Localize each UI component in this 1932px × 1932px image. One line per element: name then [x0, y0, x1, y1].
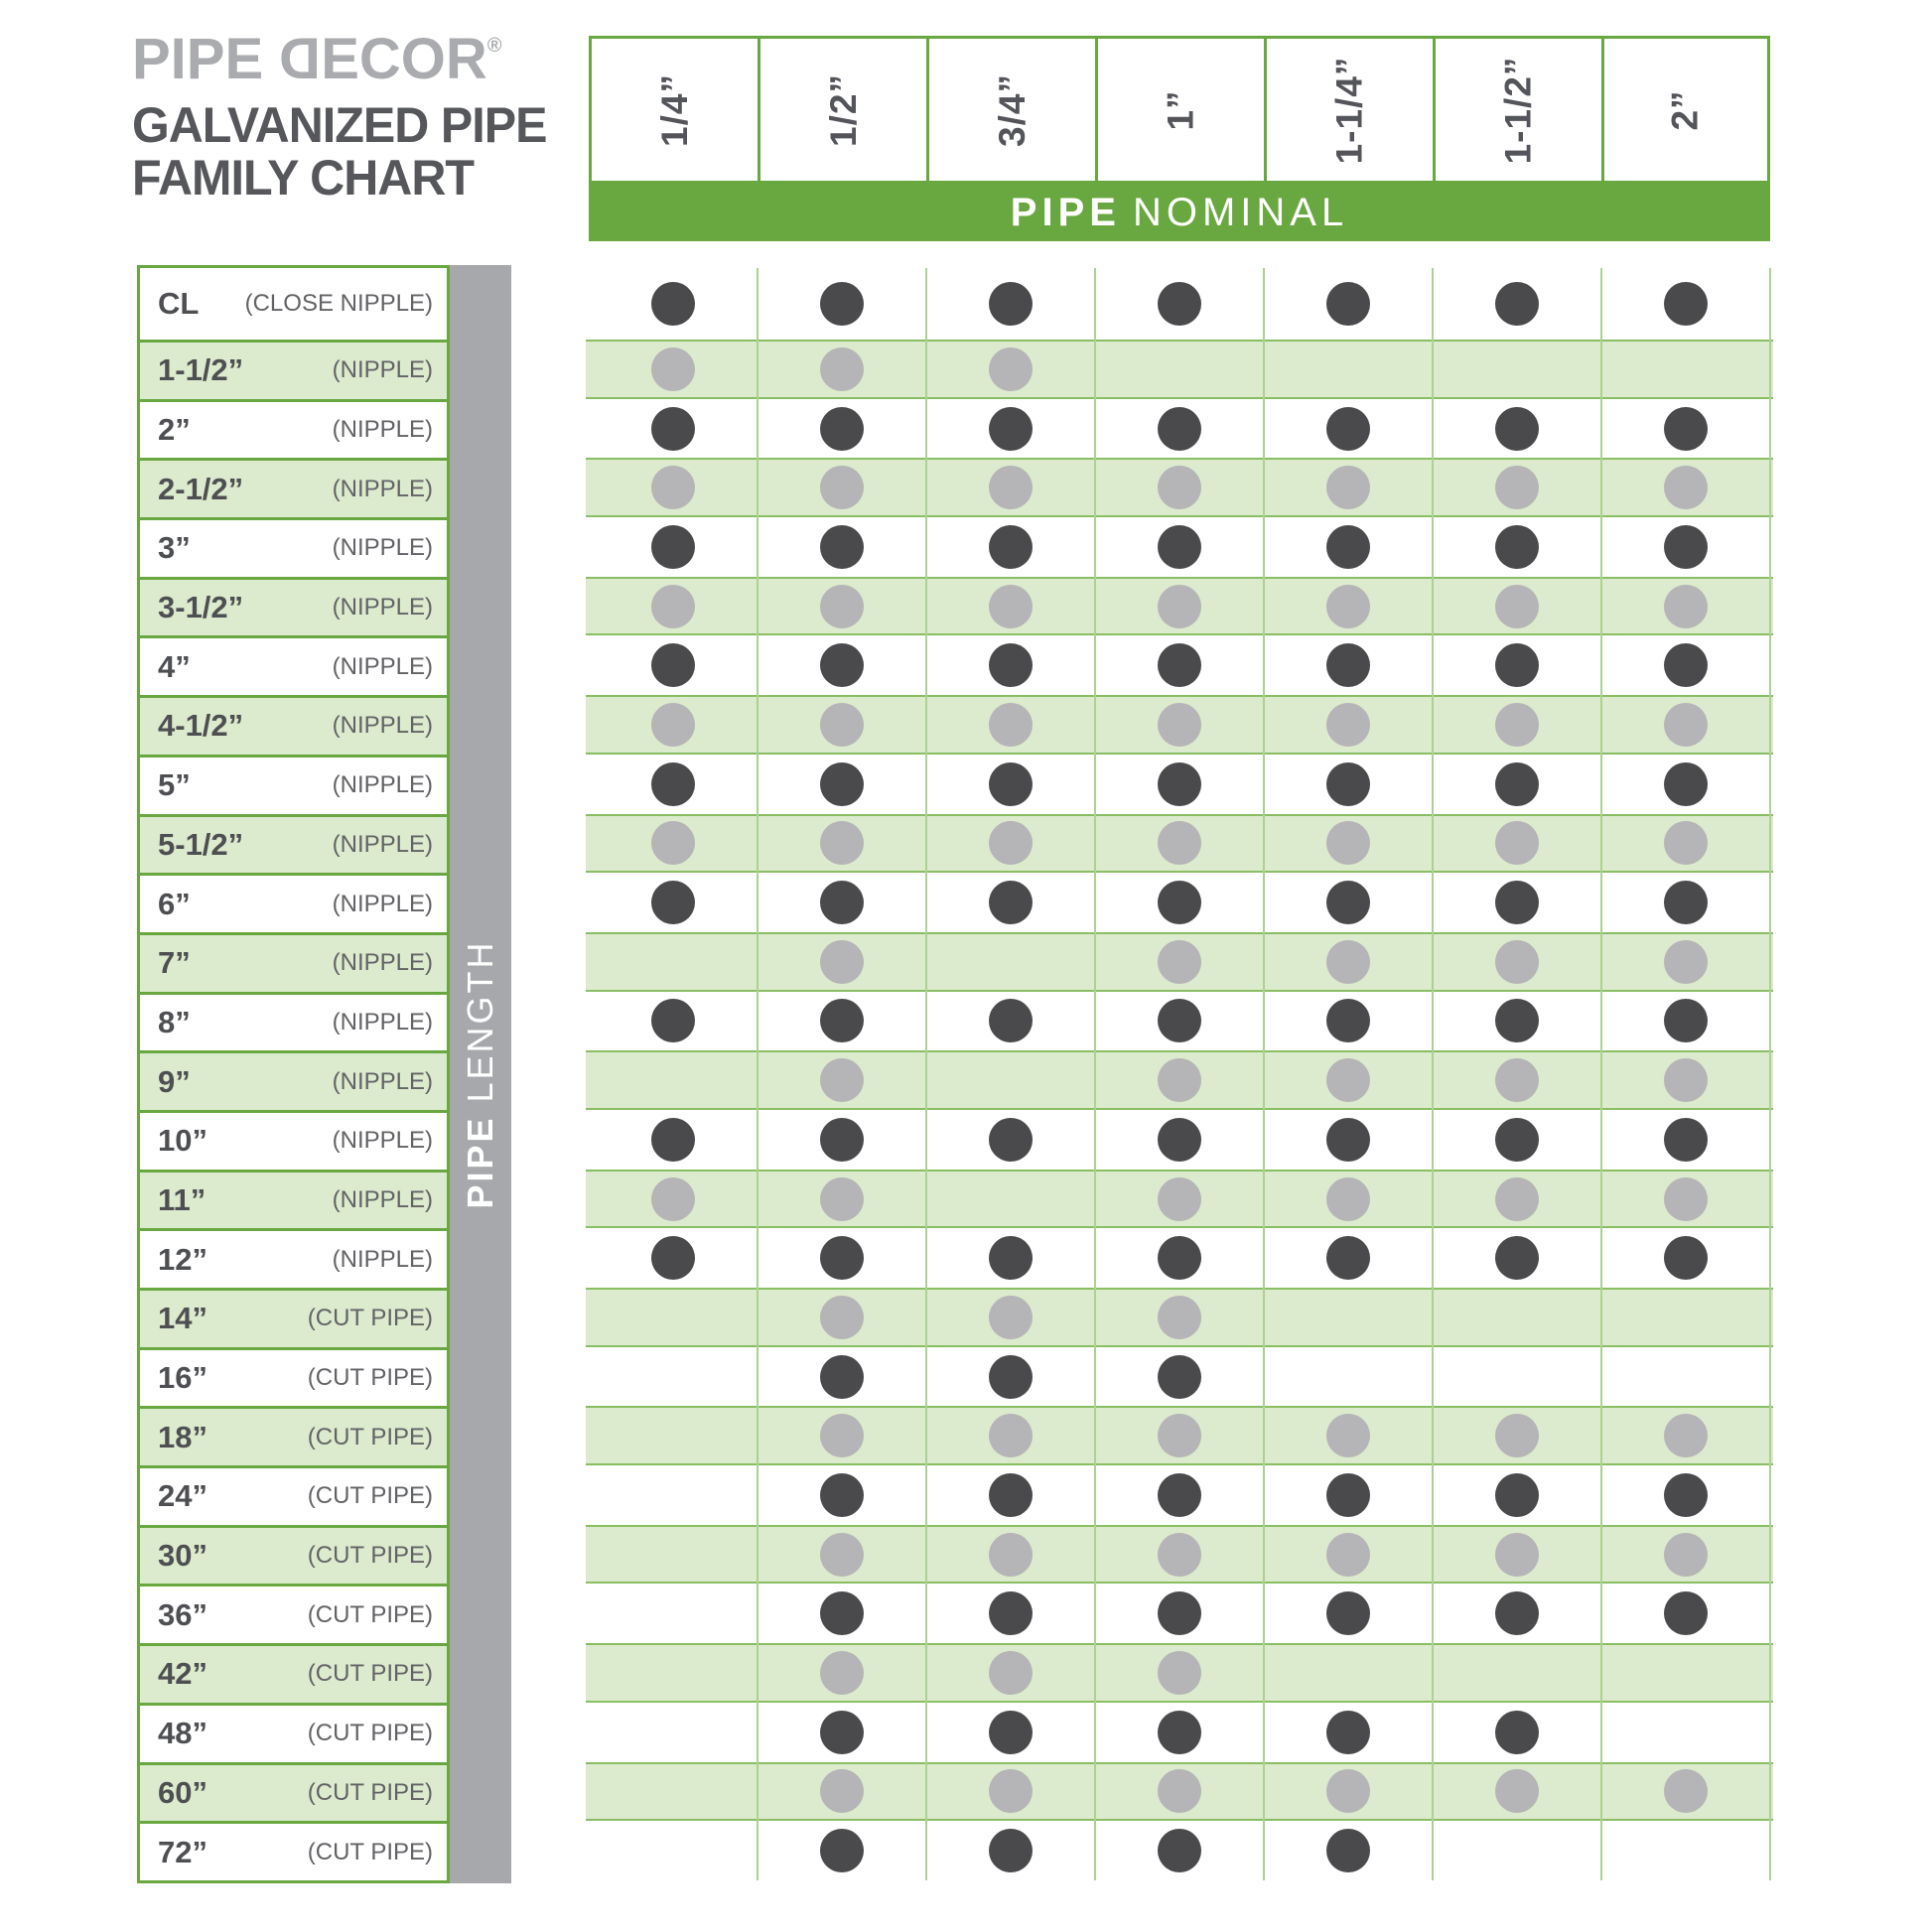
page-title	[132, 99, 547, 205]
row-size-label: 36”	[158, 1596, 207, 1632]
pipe-nominal-band	[589, 184, 1770, 241]
row-label	[140, 1525, 447, 1585]
availability-dot	[1158, 643, 1201, 687]
availability-dot	[1326, 407, 1370, 451]
row-size-label: 42”	[158, 1656, 207, 1692]
availability-dot	[1326, 1711, 1370, 1754]
availability-dot	[1664, 525, 1708, 569]
availability-dot	[1158, 881, 1201, 924]
availability-dot	[820, 703, 864, 747]
availability-dot	[1158, 282, 1201, 326]
row-size-label: 1-1/2”	[158, 352, 244, 388]
row-label	[140, 1050, 447, 1110]
availability-dot	[1158, 762, 1201, 806]
column-separator-line	[925, 268, 927, 1880]
availability-dot	[1158, 1533, 1201, 1577]
availability-dot	[1326, 940, 1370, 984]
availability-dot	[989, 703, 1033, 747]
availability-dot	[651, 1177, 695, 1221]
row-type-label: (CUT PIPE)	[307, 1542, 433, 1570]
row-type-label: (NIPPLE)	[332, 1008, 433, 1035]
row-type-label: (CUT PIPE)	[307, 1660, 433, 1688]
column-header-label: 1/4”	[653, 72, 695, 147]
pipe-length-band-regular	[460, 1102, 500, 1115]
availability-dot	[820, 762, 864, 806]
row-type-label: (CUT PIPE)	[307, 1720, 433, 1747]
row-label	[140, 1288, 447, 1347]
availability-dot	[820, 1236, 864, 1280]
availability-dot	[820, 407, 864, 451]
availability-dot	[1326, 585, 1370, 628]
availability-dot	[1495, 585, 1539, 628]
availability-dot	[989, 1533, 1033, 1577]
column-header-label: 1-1/2”	[1497, 56, 1539, 164]
availability-dot	[651, 703, 695, 747]
availability-dot	[820, 1829, 864, 1872]
column-header-5	[1264, 36, 1433, 184]
availability-dot	[989, 1473, 1033, 1517]
availability-dot	[651, 585, 695, 628]
availability-dot	[1664, 1533, 1708, 1577]
pipe-nominal-band-regular: NOMINAL	[1132, 190, 1349, 234]
availability-dot	[1158, 940, 1201, 984]
row-type-label: (NIPPLE)	[332, 475, 433, 502]
availability-dot	[1664, 643, 1708, 687]
availability-dot	[1664, 703, 1708, 747]
availability-dot	[820, 1058, 864, 1102]
availability-dot	[989, 1829, 1033, 1872]
availability-dot	[820, 1355, 864, 1399]
row-label	[140, 992, 447, 1051]
row-label-table	[137, 265, 450, 1883]
availability-dot	[1495, 1177, 1539, 1221]
column-header-label: 1-1/4”	[1328, 56, 1370, 164]
availability-dot	[989, 1591, 1033, 1635]
availability-dot	[820, 347, 864, 391]
availability-dot	[1326, 282, 1370, 326]
row-size-label: 7”	[158, 945, 191, 981]
row-label	[140, 695, 447, 755]
availability-dot	[1158, 466, 1201, 509]
availability-dot	[1158, 1414, 1201, 1457]
availability-dot	[1664, 881, 1708, 924]
availability-dot	[989, 999, 1033, 1042]
availability-dot	[1326, 703, 1370, 747]
row-size-label: 18”	[158, 1419, 207, 1454]
availability-dot	[651, 525, 695, 569]
row-size-label: 10”	[158, 1123, 207, 1159]
column-header-1	[589, 36, 758, 184]
availability-dot	[651, 762, 695, 806]
row-size-label: 24”	[158, 1478, 207, 1514]
pipe-length-band	[450, 265, 511, 1883]
availability-dot	[820, 282, 864, 326]
availability-dot	[989, 1236, 1033, 1280]
column-header-label: 1/2”	[822, 72, 864, 147]
row-size-label: 4-1/2”	[158, 708, 244, 744]
availability-dot	[1495, 407, 1539, 451]
availability-dot	[1158, 525, 1201, 569]
availability-dot	[1495, 1533, 1539, 1577]
row-label	[140, 1347, 447, 1407]
row-size-label: 9”	[158, 1063, 191, 1099]
availability-dot	[989, 585, 1033, 628]
availability-dot	[1158, 1829, 1201, 1872]
availability-dot	[989, 1355, 1033, 1399]
availability-dot	[1326, 762, 1370, 806]
row-label	[140, 1170, 447, 1229]
availability-dot	[1158, 1058, 1201, 1102]
brand-word-pipe: PIPE	[132, 27, 264, 91]
availability-dot	[989, 881, 1033, 924]
availability-dot	[1326, 1473, 1370, 1517]
row-type-label: (CUT PIPE)	[307, 1423, 433, 1450]
availability-dot	[989, 1711, 1033, 1754]
row-type-label: (CUT PIPE)	[307, 1600, 433, 1628]
brand-letter-d-mirrored: D	[279, 27, 322, 91]
availability-dot	[651, 999, 695, 1042]
row-label	[140, 1703, 447, 1762]
availability-dot	[820, 525, 864, 569]
availability-dot	[651, 643, 695, 687]
availability-dot	[1664, 762, 1708, 806]
row-type-label: (NIPPLE)	[332, 771, 433, 799]
row-size-label: 14”	[158, 1301, 207, 1336]
availability-dot	[989, 525, 1033, 569]
availability-dot	[1158, 1651, 1201, 1695]
row-size-label: CL	[158, 286, 200, 321]
availability-dot	[1326, 1591, 1370, 1635]
availability-dot	[651, 407, 695, 451]
row-type-label: (NIPPLE)	[332, 1127, 433, 1155]
availability-dot	[1495, 1711, 1539, 1754]
availability-dot	[1495, 1591, 1539, 1635]
availability-dot	[989, 466, 1033, 509]
availability-dot	[1158, 407, 1201, 451]
column-header-6	[1433, 36, 1601, 184]
availability-dot	[1664, 466, 1708, 509]
availability-dot	[989, 1414, 1033, 1457]
column-header-label: 2”	[1664, 88, 1706, 131]
availability-dot	[1326, 1177, 1370, 1221]
column-header-4	[1095, 36, 1264, 184]
row-label	[140, 1821, 447, 1880]
availability-dot	[1495, 1414, 1539, 1457]
row-size-label: 60”	[158, 1774, 207, 1810]
row-type-label: (NIPPLE)	[332, 949, 433, 977]
row-type-label: (NIPPLE)	[332, 356, 433, 384]
availability-dot	[1664, 585, 1708, 628]
row-label	[140, 268, 447, 340]
row-label	[140, 577, 447, 636]
availability-dot	[1326, 1829, 1370, 1872]
column-header-7	[1601, 36, 1770, 184]
row-type-label: (NIPPLE)	[332, 416, 433, 444]
row-size-label: 2”	[158, 412, 191, 448]
column-header-3	[926, 36, 1095, 184]
column-header-label: 1”	[1160, 88, 1201, 131]
availability-dot	[820, 1533, 864, 1577]
availability-dot	[1158, 999, 1201, 1042]
availability-dot	[1664, 999, 1708, 1042]
availability-dot	[1495, 940, 1539, 984]
availability-dot	[989, 1651, 1033, 1695]
availability-dot	[1326, 1414, 1370, 1457]
availability-dot	[989, 643, 1033, 687]
availability-dot	[1326, 881, 1370, 924]
availability-dot	[1158, 1118, 1201, 1162]
column-separator-line	[1094, 268, 1096, 1880]
availability-dot	[1495, 643, 1539, 687]
availability-dot	[1664, 282, 1708, 326]
pipe-length-band-label	[460, 939, 501, 1208]
row-size-label: 11”	[158, 1181, 207, 1217]
row-label	[140, 1643, 447, 1703]
column-header-2	[758, 36, 926, 184]
availability-dot	[1664, 940, 1708, 984]
availability-dot	[1664, 1177, 1708, 1221]
availability-dot	[820, 881, 864, 924]
row-size-label: 12”	[158, 1241, 207, 1277]
availability-dot	[989, 762, 1033, 806]
availability-dot	[989, 407, 1033, 451]
availability-dot	[651, 1236, 695, 1280]
availability-dot	[1326, 466, 1370, 509]
availability-dot	[820, 1177, 864, 1221]
availability-dot	[820, 999, 864, 1042]
row-label	[140, 517, 447, 577]
availability-dot	[1158, 1711, 1201, 1754]
row-type-label: (NIPPLE)	[332, 594, 433, 621]
availability-dot	[820, 643, 864, 687]
row-type-label: (NIPPLE)	[332, 652, 433, 680]
row-label	[140, 932, 447, 992]
row-type-label: (NIPPLE)	[332, 534, 433, 562]
availability-dot	[1158, 1355, 1201, 1399]
availability-dot	[1664, 1118, 1708, 1162]
availability-dot	[1326, 525, 1370, 569]
availability-dot	[989, 282, 1033, 326]
pipe-length-band-regular-text: LENGTH	[460, 939, 500, 1103]
row-type-label: (CUT PIPE)	[307, 1778, 433, 1806]
availability-dot	[1495, 525, 1539, 569]
availability-dot	[820, 1118, 864, 1162]
availability-dot	[651, 881, 695, 924]
row-size-label: 30”	[158, 1538, 207, 1574]
row-type-label: (NIPPLE)	[332, 1185, 433, 1213]
availability-dot	[989, 1296, 1033, 1339]
availability-dot	[1495, 1236, 1539, 1280]
row-size-label: 5”	[158, 767, 191, 803]
row-label	[140, 814, 447, 874]
row-label	[140, 1228, 447, 1288]
availability-dot	[651, 1118, 695, 1162]
availability-dot	[1158, 1473, 1201, 1517]
availability-dot	[1495, 1058, 1539, 1102]
availability-dot	[1495, 881, 1539, 924]
availability-dot	[1158, 703, 1201, 747]
availability-dot	[1664, 407, 1708, 451]
availability-dot	[1495, 282, 1539, 326]
row-type-label: (CUT PIPE)	[307, 1838, 433, 1865]
availability-dot	[820, 1591, 864, 1635]
brand-logo	[132, 26, 502, 92]
availability-dot	[820, 585, 864, 628]
availability-dot	[651, 466, 695, 509]
row-label	[140, 873, 447, 932]
row-size-label: 6”	[158, 886, 191, 921]
column-header-label: 3/4”	[991, 72, 1033, 147]
availability-dot	[989, 347, 1033, 391]
column-separator-line	[1432, 268, 1434, 1880]
availability-dot	[820, 940, 864, 984]
availability-dot	[1664, 1473, 1708, 1517]
availability-dot	[1495, 762, 1539, 806]
availability-dot	[1158, 585, 1201, 628]
availability-dot	[1158, 1236, 1201, 1280]
row-size-label: 3-1/2”	[158, 590, 244, 625]
availability-dot	[1326, 1118, 1370, 1162]
availability-dot	[1664, 1414, 1708, 1457]
availability-dot	[1495, 703, 1539, 747]
brand-word-ecor: ECOR	[321, 27, 487, 91]
row-size-label: 4”	[158, 648, 191, 684]
column-separator-line	[1769, 268, 1771, 1880]
row-type-label: (CLOSE NIPPLE)	[244, 290, 433, 317]
availability-dot	[1326, 1533, 1370, 1577]
availability-dot	[1326, 1236, 1370, 1280]
row-label	[140, 1465, 447, 1525]
row-label	[140, 1584, 447, 1643]
row-label	[140, 399, 447, 459]
row-type-label: (CUT PIPE)	[307, 1364, 433, 1392]
registered-mark: ®	[486, 35, 502, 57]
row-size-label: 8”	[158, 1004, 191, 1039]
page-title-line1: GALVANIZED PIPE	[132, 97, 547, 153]
availability-dot	[820, 1711, 864, 1754]
availability-dot	[1158, 1591, 1201, 1635]
availability-dot	[820, 466, 864, 509]
availability-dot	[651, 282, 695, 326]
column-header-row	[589, 36, 1770, 184]
row-type-label: (NIPPLE)	[332, 1067, 433, 1095]
row-label	[140, 1762, 447, 1822]
availability-dot	[820, 1296, 864, 1339]
availability-dot	[989, 1118, 1033, 1162]
row-type-label: (CUT PIPE)	[307, 1482, 433, 1510]
availability-dot	[820, 1414, 864, 1457]
row-label	[140, 1110, 447, 1170]
column-separator-line	[1600, 268, 1602, 1880]
row-type-label: (NIPPLE)	[332, 830, 433, 858]
availability-dot	[1326, 1058, 1370, 1102]
row-label	[140, 458, 447, 517]
row-size-label: 16”	[158, 1360, 207, 1396]
row-type-label: (NIPPLE)	[332, 1245, 433, 1273]
row-label	[140, 635, 447, 695]
page-title-line2: FAMILY CHART	[132, 150, 475, 206]
row-type-label: (NIPPLE)	[332, 890, 433, 917]
availability-dot	[651, 347, 695, 391]
pipe-nominal-band-bold: PIPE	[1010, 190, 1121, 234]
availability-dot	[1664, 1236, 1708, 1280]
availability-dot	[1495, 1473, 1539, 1517]
availability-dot	[1664, 1591, 1708, 1635]
availability-dot	[1158, 1177, 1201, 1221]
availability-dot	[1158, 1296, 1201, 1339]
column-separator-line	[1263, 268, 1265, 1880]
row-label	[140, 1406, 447, 1465]
row-label	[140, 755, 447, 814]
availability-dot	[820, 1651, 864, 1695]
pipe-length-band-bold: PIPE	[460, 1115, 500, 1209]
row-size-label: 2-1/2”	[158, 471, 244, 506]
availability-dot	[1495, 466, 1539, 509]
row-label	[140, 340, 447, 399]
column-separator-line	[757, 268, 759, 1880]
row-size-label: 48”	[158, 1716, 207, 1751]
availability-dot	[1495, 999, 1539, 1042]
availability-dot	[820, 1473, 864, 1517]
row-size-label: 5-1/2”	[158, 826, 244, 862]
availability-dot	[1664, 1058, 1708, 1102]
row-size-label: 72”	[158, 1834, 207, 1869]
row-size-label: 3”	[158, 530, 191, 566]
row-type-label: (NIPPLE)	[332, 712, 433, 740]
row-type-label: (CUT PIPE)	[307, 1305, 433, 1332]
availability-dot	[1326, 643, 1370, 687]
row-stripe	[586, 340, 1773, 399]
availability-dot	[1326, 999, 1370, 1042]
availability-dot	[1495, 1118, 1539, 1162]
